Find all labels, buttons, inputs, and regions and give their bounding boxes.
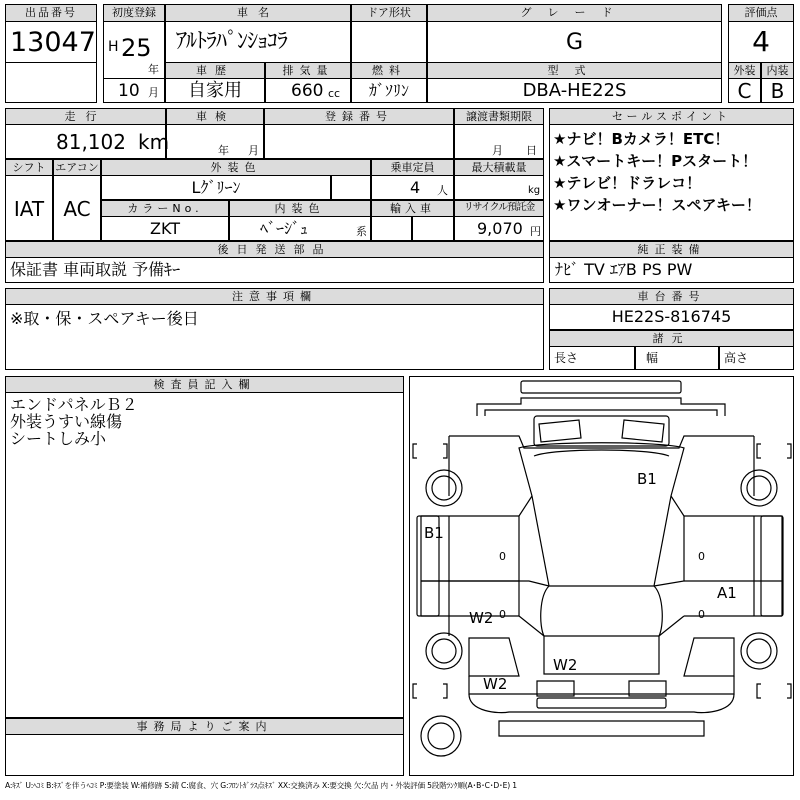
exterior-label: 外装	[733, 64, 756, 77]
length-label: 長さ	[554, 351, 579, 365]
sales-label: セールスポイント	[611, 110, 731, 123]
ext-color-label: 外装色	[210, 161, 262, 174]
month-unit: 月	[148, 86, 159, 99]
ext-color-blank-cell	[331, 175, 371, 200]
damage-mark-left-door: B1	[424, 524, 444, 542]
score-label: 評価点	[744, 6, 778, 19]
shift-label: シフト	[12, 161, 46, 174]
inspector-label: 検査員記入欄	[153, 378, 256, 391]
ac-label: エアコン	[55, 161, 99, 174]
insp-month-unit: 月	[248, 144, 259, 157]
sales-point-4: ★ワンオーナー！スペアキー！	[553, 196, 761, 214]
inspection-label: 車検	[196, 110, 234, 123]
damage-mark-front-right: B1	[637, 470, 657, 488]
displacement-value: 660	[291, 81, 324, 101]
legend-text: A:ｷｽﾞ U:ﾍｺﾐ B:ｷｽﾞを伴うﾍｺﾐ P:要塗装 W:補修跡 S:錆 C:腐食、穴 G:ﾌﾛﾝﾄｶﾞﾗｽ点ｷｽﾞ XX:交換済み X:要交換 欠:欠品 内・外装評価 5段階ﾗﾝｸ順(A･B･C･D･E) 1	[5, 781, 517, 790]
office-label: 事務局よりご案内	[136, 720, 273, 733]
caution-label: 注意事項欄	[232, 290, 317, 303]
km-unit: km	[138, 130, 170, 154]
reg-month: 10	[118, 81, 140, 101]
damage-mark-trunk: W2	[553, 656, 578, 674]
spec-label: 諸元	[652, 332, 691, 345]
sales-point-1: ★ナビ！Bカメラ！ETC！	[553, 130, 730, 148]
ext-color-value: Lｸﾞﾘｰﾝ	[191, 178, 241, 197]
car-name: ｱﾙﾄﾗﾊﾟﾝｼｮｺﾗ	[176, 29, 288, 54]
import-cell-2	[412, 216, 454, 241]
model-label: 型式	[547, 64, 602, 77]
fuel-label: 燃料	[372, 64, 406, 77]
divider	[103, 78, 165, 79]
caution-value: ※取・保・スペアキー後日	[10, 309, 199, 328]
recycle-value: 9,070	[477, 219, 523, 238]
transfer-month: 月	[492, 144, 503, 157]
equipment-value: ﾅﾋﾞ TV ｴｱB PS PW	[555, 260, 693, 279]
lot-number: 13047	[10, 27, 96, 58]
color-no-value: ZKT	[150, 219, 180, 238]
inspector-line-3: シートしみ小	[10, 429, 107, 448]
color-no-label: カラーNo.	[127, 202, 203, 215]
import-cell	[371, 216, 412, 241]
reg-label: 登録番号	[325, 110, 393, 123]
score-value: 4	[752, 25, 770, 58]
load-label: 最大積載量	[471, 161, 527, 174]
car-diagram	[409, 376, 794, 776]
sales-point-2: ★スマートキー！Pスタート！	[553, 152, 758, 170]
insp-year-unit: 年	[218, 144, 229, 157]
height-label: 高さ	[724, 351, 749, 365]
transfer-day: 日	[526, 144, 537, 157]
chassis-value: HE22S-816745	[611, 307, 732, 326]
import-label: 輸入車	[390, 202, 435, 215]
lot-blank-cell	[5, 62, 97, 103]
mileage-value: 81,102	[56, 130, 126, 154]
history-label: 車歴	[196, 64, 234, 77]
int-color-label: 内装色	[274, 202, 326, 215]
displacement-label: 排気量	[282, 64, 334, 77]
ac-value: AC	[63, 197, 91, 221]
capacity-unit: 人	[437, 184, 448, 197]
exterior-value: C	[737, 79, 752, 103]
interior-value: B	[770, 79, 785, 103]
damage-mark-right-rear: A1	[717, 584, 737, 602]
later-parts-label: 後日発送部品	[217, 243, 332, 256]
reg-year: 25	[121, 34, 152, 62]
door-label: ドア形状	[367, 6, 411, 19]
zero-mark-2: 0	[698, 550, 705, 563]
capacity-value: 4	[410, 178, 421, 197]
chassis-label: 車台番号	[637, 290, 706, 303]
zero-mark-3: 0	[499, 608, 506, 621]
inspector-line-2: 外装うすい線傷	[10, 412, 123, 431]
lot-label: 出品番号	[25, 6, 77, 19]
zero-mark-4: 0	[698, 608, 705, 621]
int-color-value: ﾍﾞｰｼﾞｭ	[260, 219, 309, 238]
reg-cell	[264, 124, 454, 159]
zero-mark-1: 0	[499, 550, 506, 563]
damage-mark-left-rear: W2	[469, 609, 494, 627]
damage-mark-rear-left: W2	[483, 675, 508, 693]
office-cell	[5, 734, 404, 776]
equipment-label: 純正装備	[637, 243, 706, 256]
width-label: 幅	[646, 351, 659, 365]
grade-value: G	[565, 30, 584, 55]
door-cell	[351, 21, 427, 63]
load-unit: kg	[528, 185, 541, 196]
recycle-label: リサイクル預託金	[463, 202, 535, 213]
grade-label: グレード	[520, 6, 629, 19]
transfer-label: 譲渡書類期限	[466, 110, 532, 123]
yen-unit: 円	[530, 225, 541, 238]
int-color-unit: 系	[356, 225, 367, 238]
car-name-label: 車名	[237, 6, 279, 19]
cc-unit: cc	[328, 87, 341, 100]
shift-value: IAT	[13, 197, 45, 221]
model-value: DBA-HE22S	[522, 80, 627, 101]
capacity-label: 乗車定員	[390, 161, 435, 174]
fuel-value: ｶﾞｿﾘﾝ	[368, 81, 409, 100]
era-letter: H	[108, 39, 119, 55]
interior-label: 内装	[766, 64, 789, 77]
first-reg-label: 初度登録	[112, 6, 156, 19]
year-unit: 年	[148, 63, 159, 76]
mileage-label: 走行	[64, 110, 107, 123]
later-parts-value: 保証書 車両取説 予備ｷｰ	[10, 260, 181, 279]
history-value: 自家用	[188, 80, 242, 101]
inspector-line-1: エンドパネルＢ２	[10, 395, 138, 414]
sales-point-3: ★テレビ！ドラレコ！	[553, 174, 702, 192]
